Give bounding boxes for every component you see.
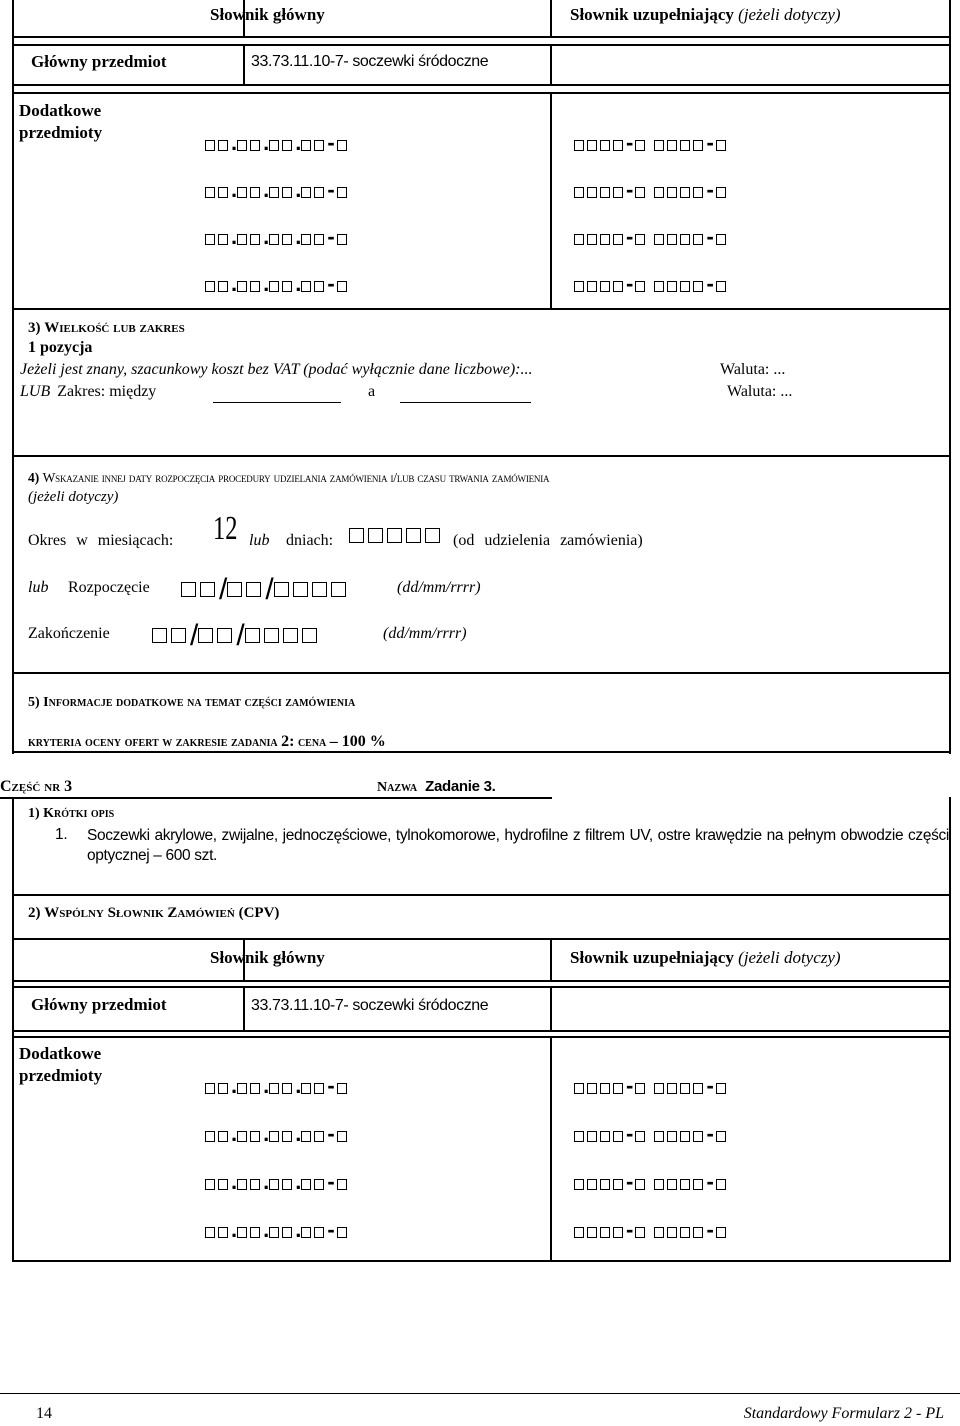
dictionary-supplementary-header: Słownik uzupełniający (jeżeli dotyczy) bbox=[570, 5, 841, 24]
cpv-bottom-bottom bbox=[12, 1260, 951, 1262]
cpv-bottom-main-bottom bbox=[12, 1030, 951, 1032]
cpv-bottom-col2 bbox=[550, 938, 552, 980]
description-item-number: 1. bbox=[55, 826, 68, 843]
cpv-bottom-top-border bbox=[12, 894, 951, 896]
additional-subjects-label: Dodatkowe przedmioty bbox=[19, 101, 103, 142]
section3-title: 3) Wielkość lub zakres bbox=[28, 320, 185, 336]
days-boxes[interactable] bbox=[349, 528, 444, 547]
dictionary-supplementary-header-2: Słownik uzupełniający (jeżeli dotyczy) bbox=[570, 948, 841, 967]
cpv-bottom-main-col2 bbox=[550, 986, 552, 1030]
additional-cpv-code-boxes-2: . . . - . . . - . . . - . . . - bbox=[205, 1062, 350, 1254]
section-border-left bbox=[12, 308, 14, 754]
currency-2: Waluta: ... bbox=[727, 383, 793, 400]
range-and-label: a bbox=[368, 383, 376, 400]
supplementary-code-boxes-2: - - - - - - - - bbox=[574, 1062, 729, 1254]
end-date-boxes[interactable]: / / bbox=[152, 616, 321, 653]
cpv-bottom-add-col2 bbox=[550, 1036, 552, 1262]
cpv-bottom-main-col1 bbox=[243, 986, 245, 1030]
cpv-bottom-header-bottom bbox=[12, 980, 951, 982]
section3-position: 1 pozycja bbox=[28, 339, 93, 356]
dictionary-main-header-2: Słownik główny bbox=[210, 948, 325, 967]
short-description-title: 1) Krótki opis bbox=[28, 806, 115, 821]
start-label: Rozpoczęcie bbox=[68, 579, 150, 596]
currency-1: Waluta: ... bbox=[720, 361, 786, 378]
section5-bottom-border bbox=[12, 751, 951, 753]
cpv-bottom-title: 2) Wspólny Słownik Zamówień (CPV) bbox=[28, 905, 280, 921]
range-line: LUB Zakres: między bbox=[20, 383, 157, 400]
start-date-format: (dd/mm/rrrr) bbox=[397, 579, 481, 596]
start-date-boxes[interactable]: / / bbox=[181, 570, 350, 607]
part-number: Część nr 3 bbox=[0, 778, 73, 795]
footer-rule bbox=[0, 1393, 960, 1394]
section4-title: 4) Wskazanie innej daty rozpoczęcia procedury udzielania zamówienia i/lub czasu trwania zamówienia bbox=[28, 470, 550, 485]
main-subject-label-2: Główny przedmiot bbox=[31, 995, 167, 1014]
section5-top-border bbox=[12, 672, 951, 674]
range-from-field[interactable] bbox=[213, 402, 341, 403]
cpv-bottom-header-top bbox=[12, 938, 951, 940]
part-header-underline bbox=[0, 797, 552, 799]
supplementary-code-boxes: - - - - - - - - bbox=[574, 119, 729, 307]
section4-top-border bbox=[12, 455, 951, 457]
criteria-line: kryteria oceny ofert w zakresie zadania 2: cena – 100 % bbox=[28, 733, 386, 750]
main-cpv-code-2: 33.73.11.10-7- soczewki śródoczne bbox=[251, 997, 489, 1014]
part-name: Nazwa Zadanie 3. bbox=[377, 778, 496, 795]
from-award-label: (od udzielenia zamówienia) bbox=[453, 532, 643, 549]
section5-title: 5) Informacje dodatkowe na temat części zamówienia bbox=[28, 695, 356, 710]
page-number: 14 bbox=[36, 1405, 52, 1422]
end-date-format: (dd/mm/rrrr) bbox=[383, 625, 467, 642]
main-cpv-code: 33.73.11.10-7- soczewki śródoczne bbox=[251, 53, 489, 70]
end-label: Zakończenie bbox=[28, 625, 110, 642]
days-label: dniach: bbox=[286, 532, 334, 549]
estimated-cost-line: Jeżeli jest znany, szacunkowy koszt bez VAT (podać wyłącznie dane liczbowe):... bbox=[20, 361, 533, 378]
form-name: Standardowy Formularz 2 - PL bbox=[743, 1405, 944, 1422]
section-border-right bbox=[949, 308, 951, 754]
additional-subjects-label-2: Dodatkowe przedmioty bbox=[19, 1044, 103, 1085]
months-value: 12 bbox=[213, 510, 238, 547]
cpv-bottom-main-top bbox=[12, 986, 951, 988]
description-item-text: Soczewki akrylowe, zwijalne, jednoczęściowe, tylnokomorowe, hydrofilne z filtrem UV, ostre krawędzie na pełnym obwodzie części optycznej – 600 szt. bbox=[87, 827, 949, 864]
additional-cpv-code-boxes: . . . - . . . - . . . - . . . - bbox=[205, 119, 350, 307]
cpv-bottom-add-top bbox=[12, 1036, 951, 1038]
section4-note: (jeżeli dotyczy) bbox=[28, 489, 119, 505]
months-label: Okres w miesiącach: bbox=[28, 532, 174, 549]
dictionary-main-header: Słownik główny bbox=[210, 5, 325, 24]
or-label: lub bbox=[249, 532, 270, 549]
or-label-2: lub bbox=[28, 579, 49, 596]
range-to-field[interactable] bbox=[400, 402, 531, 403]
main-subject-label: Główny przedmiot bbox=[31, 52, 167, 71]
